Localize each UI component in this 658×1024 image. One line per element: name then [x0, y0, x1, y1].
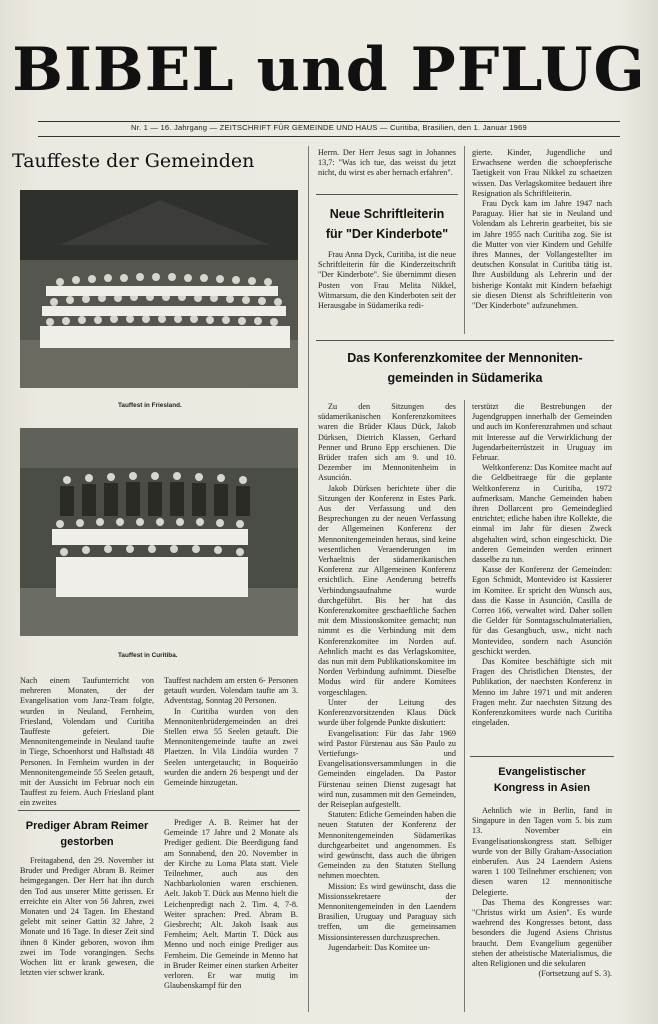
paragraph: Jugendarbeit: Das Komitee un-: [328, 942, 431, 952]
paragraph: Weltkonferenz: Das Komitee macht auf die Geldbeitraege für die geplante Weltkonferenz in Curitiba, 1972 aufmerksam. Manche Gemeinden haben ihren Dollarcent pro Gemeindeglied entrichtet; etliche haben ihre Kollekte, die einmal im Jahr für diesen Zweck abgehalten wird, schon eingeschickt. Die anderen Gemeinden werden erinnert dasselbe zu tun.: [472, 463, 612, 565]
section-divider: [316, 340, 614, 341]
reimer-heading: [20, 818, 154, 850]
konferenz-body-right: [472, 402, 612, 748]
paragraph: Das Thema des Kongresses war: "Christus wirkt um Asien". Es wurde waehrend des Kongresses betont, dass besonders die Jugend Asiens Christus braucht. Dem Evangelium gegenüber stehen der atheistische Materialismus, die alten Religionen und die sekularen: [472, 897, 612, 969]
tauffeste-heading: Tauffeste der Gemeinden: [12, 150, 255, 172]
schriftleiterin-heading-line1: Neue Schriftleiterin: [329, 207, 445, 221]
tauffeste-body-left: [20, 676, 154, 808]
paragraph: gierte. Kinder, Jugendliche und Erwachsene werden die schoepferische Taetigkeit von Frau Nikkel zu schaetzen wissen. Das Verlagskomitee bedauert ihre Resignation als Schriftleiterin.: [472, 148, 612, 198]
masthead-subline: Nr. 1 — 16. Jahrgang — ZEITSCHRIFT FÜR GEMEINDE UND HAUS — Curitiba, Brasilien, den 1. Januar 1969: [131, 123, 527, 132]
caption-curitiba: Tauffest in Curitiba.: [118, 652, 178, 659]
schriftleiterin-heading-line2: für "Der Kinderbote": [325, 227, 449, 241]
paragraph: Kasse der Konferenz der Gemeinden: Egon Schmidt, Montevideo ist Kassierer im Komitee. Er spricht den Wunsch aus, dass die Kasse in Asunción, Casilla de Correo 166, verwaltet wird. Daher sollen die Gelder für Sonntagsschulmaterialien, für das Gesangbuch, usw., nicht nach Montevideo, sondern nach Asunción geschickt werden.: [472, 565, 612, 656]
paragraph: Aehnlich wie in Berlin, fand in Singapure in den Tagen vom 5. bis zum 13. November ein Evangelisationskongress statt. Selbiger wurde von der Billy Graham-Association einberufen. Aus 24 Laendern Asiens waren 1 100 Teilnehmer erschienen; von diesen waren 12 mennonitische Delegierte.: [472, 806, 612, 897]
masthead-rule-top: [38, 121, 620, 122]
column-divider: [464, 400, 465, 1012]
section-divider: [470, 756, 614, 757]
paragraph: Evangelisation: Für das Jahr 1969 wird Pastor Fürstenau aus São Paulo zu Vertiefungs- und Evangelisationsversammlungen in die Gemeinden eingeladen. Da Pastor Fürstenau seinen Dienst zugesagt hat wird nun, zusammen mit den Gemeinden, der Reiseplan aufgestellt.: [318, 728, 456, 809]
photo-friesland-graphic: [20, 190, 298, 388]
paragraph: Frau Dyck kam im Jahre 1947 nach Paraguay. Hier hat sie in Neuland und Volendam als Lehrerin gearbeitet, bis sie im Jahre 1955 nach Curitiba zog. Sie ist die Mutter von vier Kindern und Gehilfe ihres Mannes, der Vollangestellter im deutschen Konsulat in Curitiba tätig ist. Ihre Ausbildung als Lehrerin und der bisherige Kontakt mit Kindern befaehigt sie diesen Dienst als Schriftleiterin von "Der Kinderbote" aufzunehmen.: [472, 199, 612, 311]
paragraph: Freitagabend, den 29. November ist Bruder und Prediger Abram B. Reimer heimgegangen. Der Herr hat ihn durch den Tod aus unserer Mitte gerissen. Er erreichte ein Alter von 56 Jahren, zwei Monaten und 24 Tagen. Im Ehestand gelebt mit seiner Gattin 32 Jahre, 2 Monate und 16 Tage. In dieser Zeit sind ihnen 8 Kinder geboren, wovon ihm zwei im Tode vorangingen. Sechs Wochen litt er krank gewesen, die letzten vier schwer krank.: [20, 856, 154, 978]
paragraph: Unter der Leitung des Konferenzvorsitzenden Klaus Dück wurde über folgende Punkte diskutiert:: [318, 697, 456, 728]
konferenz-body-left: [318, 402, 456, 1012]
tauffeste-body-right: [164, 676, 298, 800]
section-divider: [316, 194, 458, 195]
paragraph: Tauffest nachdem am ersten 6- Personen getauft wurden. Volendam taufte am 3. Adventstag, Sonntag 20 Personen.: [164, 676, 298, 706]
schriftleiterin-heading: [314, 204, 460, 244]
photo-curitiba-graphic: [20, 428, 298, 636]
kongress-heading-line2: Kongress in Asien: [493, 782, 591, 794]
paragraph: terstützt die Bestrebungen der Jugendgruppen innerhalb der Gemeinden und auch im Konferenzrahmen und schaut mit Interesse auf die Verwirklichung der Jugendarbeiterrüstzeit in Uruguay im Februar.: [472, 402, 612, 463]
paragraph: (Fortsetzung auf S. 3).: [538, 969, 612, 979]
paragraph: Mission: Es wird gewünscht, dass die Missionssekretaere der Mennonitengemeinden in den Laendern Brasilien, Uruguay und Paraguay sich treffen, um die gemeinsamen Missionsinteressen durchzusprechen.: [318, 881, 456, 942]
section-divider: [18, 810, 300, 811]
paragraph: Statuten: Etliche Gemeinden haben die neuen Statuten der Konferenz der Mennonitengemeinden Südamerikas durchgearbeitet und angenommen. Es wird gewünscht, dass auch die übrigen Gemeinden zu den Statuten Stellung nehmen moechten.: [318, 810, 456, 881]
paragraph: Herrn. Der Herr Jesus sagt in Johannes 13,7: "Was ich tue, das weisst du jetzt nicht, du wirst es aber hernach erfahren".: [318, 148, 456, 178]
reimer-body-right: [164, 818, 298, 1012]
reimer-body-left: [20, 856, 154, 1012]
photo-tauffest-curitiba: [20, 428, 298, 636]
caption-friesland: Tauffest in Friesland.: [118, 402, 182, 409]
konferenz-heading: [316, 348, 614, 388]
paragraph: Das Komitee beschäftigte sich mit Fragen des Christlichen Dienstes, der Publikation, der naechsten Konferenz in Menno im Jahre 1971 und mit anderen Fragen mehr. Zur naechsten Sitzung des Konferenzkomitees wurde nach Curitiba eingeladen.: [472, 657, 612, 728]
reimer-continuation: [318, 148, 456, 192]
paragraph: Nach einem Taufunterricht von mehreren Monaten, der der Evangelisation vom Janz-Team folgte, wurden in Neuland, Fernheim, Friesland, Volendam und Curitiba Tauffeste gefeiert. Die Mennonitengemeinde in Neuland taufte in Tiege, Schoenhorst und Halbstadt 48 Personen. In Fernheim wurden in der Mennonitengemeinde 55 Seelen getauft, mit der Aussicht im Februar noch ein Tauffest zu feiern. Auch Friesland plant ein zweites: [20, 676, 154, 808]
column-divider: [464, 146, 465, 334]
masthead-rule-bottom: [38, 136, 620, 137]
schriftleiterin-body: [318, 250, 456, 334]
konferenz-heading-line1: Das Konferenzkomitee der Mennoniten-: [347, 351, 583, 365]
column-divider: [308, 146, 309, 1012]
kongress-body: [472, 806, 612, 1012]
paragraph: Frau Anna Dyck, Curitiba, ist die neue Schriftleiterin für die Kinderzeitschrift "Der Kinderbote". Sie übernimmt diesen Posten von Frau Melita Nikkel, Witmarsum, die den Kinderboten seit der Herausgabe in Südamerika redi-: [318, 250, 456, 311]
konferenz-heading-line2: gemeinden in Südamerika: [387, 371, 543, 385]
photo-tauffest-friesland: [20, 190, 298, 388]
paragraph: Prediger A. B. Reimer hat der Gemeinde 17 Jahre und 2 Monate als Prediger gedient. Die Beerdigung fand am Sonnabend, den 20. November in der Kirche zu Loma Plata statt. Viele Teilnehmer, auch aus den Nachbarkolonien waren erschienen. Aelt. Jakob T. Dück aus Menno hielt die Leichenpredigt nach 2. Tim. 4, 7-8. Weiter sprachen: Pred. Abram B. Giesbrecht; Alt. Jakob Isaak aus Fernheim; Aelt. Martin T. Dück aus Menno und noch einige Prediger aus Fernheim. Die Gemeinde in Menno hat in Bruder Reimer einen starken Arbeiter verloren. Er war mutig im Glaubenskampf für den: [164, 818, 298, 991]
reimer-heading-line1: Prediger Abram Reimer: [25, 820, 149, 832]
kongress-heading: [470, 764, 614, 796]
kongress-heading-line1: Evangelistischer: [498, 766, 586, 778]
paragraph: Zu den Sitzungen des südamerikanischen Konferenzkomitees waren die Brüder Klaus Dück, Jakob Dürksen, Dietrich Klassen, Gerhard Penner und Bruno Epp erschienen. Die Brüder trafen sich am 9. und 10. Dezember im Mennonitenheim in Asunción.: [318, 402, 456, 483]
paragraph: In Curitiba wurden von den Mennonitenbrüdergemeinden an drei Stellen etwa 55 Seelen getauft. Die Mennonitengemeinde taufte an zwei Plaetzen. In Vila Lindóia wurden 7 Seelen untergetaucht; in Boqueirão wurden die andern 26 bespengt und der Gemeinde hinzugetan.: [164, 706, 298, 788]
reimer-heading-line2: gestorben: [60, 836, 114, 848]
schriftleiterin-body-right: [472, 148, 612, 334]
masthead-title: BIBEL und PFLUG: [12, 35, 646, 105]
paragraph: Jakob Dürksen berichtete über die Sitzungen der Konferenz in Estes Park. Aus der Verfassung und den Besprechungen zu der neuen Verfassung der Allgemeinen Konferenz der Mennonitengemeinden heraus, sind keine wesentlichen Veraenderungen im Verhaeltnis der südamerikanischen Konferenz zur Allgemeinen Konferenz ersichtlich. Eine Aenderung betreffs Verbindungsaufnahme wurde durchgeführt. Bis her hat das Konferenzkomitee geschaeftliche Sachen mit dem Missionskomitee gemacht; nun nimmt es die Verbindung mit dem Konferenzkomitee im Norden auf. Aehnlich macht es das Verlagskomitee, das nun mit dem Publikationskomitee im Norden Verbindung aufnimmt. Dieselbe Modus wird für andere Komitees vorgeschlagen.: [318, 483, 456, 697]
